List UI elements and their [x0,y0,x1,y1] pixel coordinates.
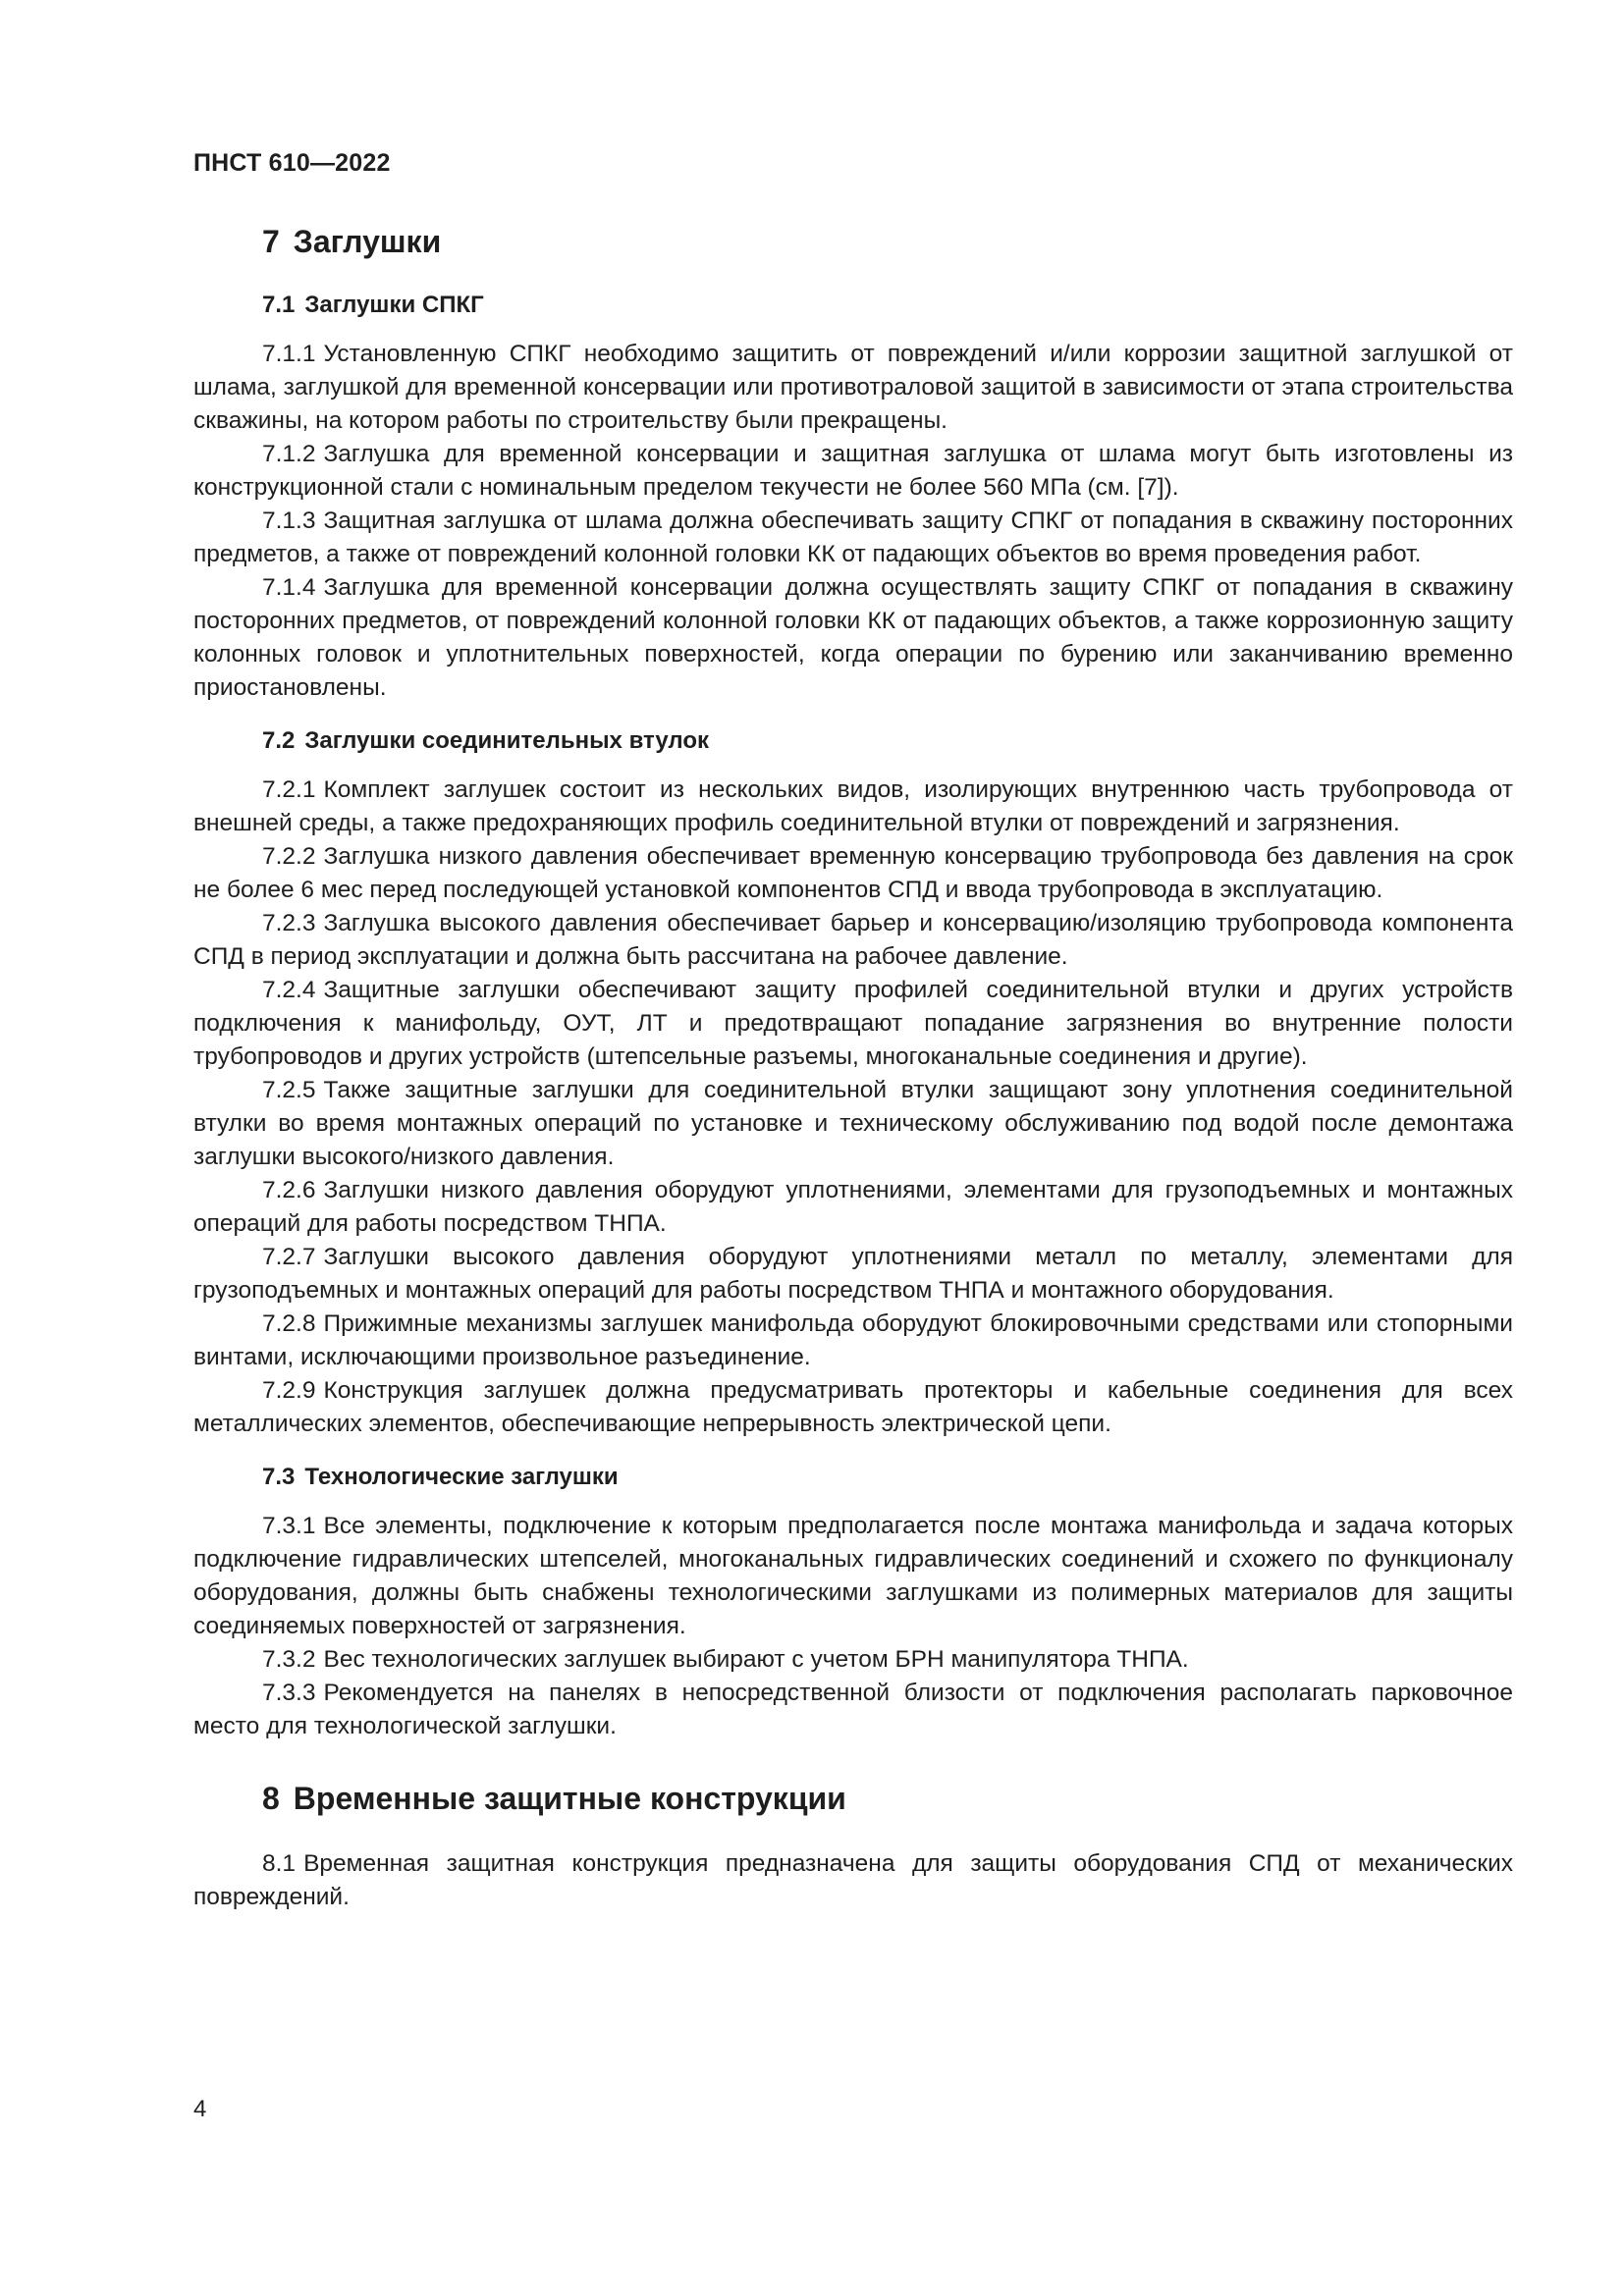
paragraph-7-1-2 [193,438,1513,505]
paragraph-7-2-4 [193,974,1513,1074]
subsection-number: 7.2 [262,727,296,754]
paragraph-7-2-3 [193,907,1513,974]
paragraph-number: 7.1.3 [262,507,316,534]
paragraph-number: 7.2.3 [262,910,316,936]
subsection-7-3-heading [262,1463,1513,1492]
subsection-7-2-heading [262,726,1513,756]
paragraph-7-2-8 [193,1308,1513,1374]
paragraph-text: Заглушка низкого давления обеспечивает временную консервацию трубопровода без давления на срок не более 6 мес перед последующей установкой компонентов СПД и ввода трубопровода в эксплуатацию. [193,843,1513,903]
paragraph-7-3-1 [193,1510,1513,1643]
paragraph-number: 8.1 [262,1850,297,1877]
paragraph-number: 7.2.2 [262,843,316,870]
paragraph-text: Защитная заглушка от шлама должна обеспечивать защиту СПКГ от попадания в скважину посторонних предметов, а также от повреждений колонной головки КК от падающих объектов во время проведения работ. [193,507,1513,567]
paragraph-text: Заглушки низкого давления оборудуют уплотнениями, элементами для грузоподъемных и монтажных операций для работы посредством ТНПА. [193,1177,1513,1237]
paragraph-number: 7.3.1 [262,1513,316,1539]
paragraph-number: 7.2.4 [262,977,316,1003]
paragraph-number: 7.1.2 [262,441,316,467]
paragraph-text: Также защитные заглушки для соединительной втулки защищают зону уплотнения соединительной втулки во время монтажных операций по установке и техническому обслуживанию под водой после демонтажа заглушки высокого/низкого давления. [193,1077,1513,1170]
paragraph-7-1-3 [193,505,1513,571]
paragraph-number: 7.2.7 [262,1244,316,1270]
paragraph-text: Прижимные механизмы заглушек манифольда оборудуют блокировочными средствами или стопорными винтами, исключающими произвольное разъединение. [193,1310,1513,1370]
paragraph-text: Все элементы, подключение к которым предполагается после монтажа манифольда и задача которых подключение гидравлических штепселей, многоканальных гидравлических соединений и схожего по функционалу оборудования, должны быть снабжены технологическими заглушками из полимерных материалов для защиты соединяемых поверхностей от загрязнения. [193,1513,1513,1639]
paragraph-7-3-2 [193,1643,1513,1677]
paragraph-number: 7.1.4 [262,574,316,601]
paragraph-text: Временная защитная конструкция предназначена для защиты оборудования СПД от механических повреждений. [193,1850,1513,1910]
section-8-heading [262,1779,1513,1818]
paragraph-number: 7.3.2 [262,1646,316,1673]
paragraph-7-2-2 [193,840,1513,907]
paragraph-text: Установленную СПКГ необходимо защитить от повреждений и/или коррозии защитной заглушкой от шлама, заглушкой для временной консервации или противотраловой защитой в зависимости от этапа строительства скважины, на котором работы по строительству были прекращены. [193,341,1513,434]
paragraph-number: 7.1.1 [262,341,316,367]
paragraph-text: Заглушка для временной консервации и защитная заглушка от шлама могут быть изготовлены из конструкционной стали с номинальным пределом текучести не более 560 МПа (см. [7]). [193,441,1513,501]
paragraph-number: 7.2.5 [262,1077,316,1103]
paragraph-7-2-6 [193,1174,1513,1241]
subsection-7-1-heading [262,291,1513,320]
paragraph-text: Рекомендуется на панелях в непосредственной близости от подключения располагать парковочное место для технологической заглушки. [193,1680,1513,1739]
paragraph-number: 7.2.8 [262,1310,316,1337]
section-number: 7 [262,224,280,259]
paragraph-number: 7.2.6 [262,1177,316,1203]
paragraph-text: Заглушки высокого давления оборудуют уплотнениями металл по металлу, элементами для грузоподъемных и монтажных операций для работы посредством ТНПА и монтажного оборудования. [193,1244,1513,1304]
document-code: ПНСТ 610—2022 [193,149,391,177]
document-body [193,222,1513,1914]
paragraph-text: Заглушка для временной консервации должна осуществлять защиту СПКГ от попадания в скважину посторонних предметов, от повреждений колонной головки КК от падающих объектов, а также коррозионную защиту колонных головок и уплотнительных поверхностей, когда операции по бурению или заканчиванию временно приостановлены. [193,574,1513,701]
paragraph-text: Защитные заглушки обеспечивают защиту профилей соединительной втулки и других устройств подключения к манифольду, ОУТ, ЛТ и предотвращают попадание загрязнения во внутренние полости трубопроводов и других устройств (штепсельные разъемы, многоканальные соединения и другие). [193,977,1513,1070]
subsection-title: Заглушки СПКГ [304,292,484,318]
paragraph-7-1-4 [193,571,1513,705]
section-7-heading [262,222,1513,261]
paragraph-7-2-7 [193,1241,1513,1308]
paragraph-text: Конструкция заглушек должна предусматривать протекторы и кабельные соединения для всех металлических элементов, обеспечивающие непрерывность электрической цепи. [193,1377,1513,1437]
paragraph-number: 7.2.1 [262,776,316,803]
paragraph-8-1 [193,1847,1513,1914]
paragraph-7-3-3 [193,1677,1513,1743]
subsection-number: 7.1 [262,292,296,318]
subsection-number: 7.3 [262,1464,296,1490]
section-title: Заглушки [293,224,442,259]
paragraph-7-2-9 [193,1374,1513,1441]
paragraph-number: 7.2.9 [262,1377,316,1404]
paragraph-7-2-5 [193,1074,1513,1174]
section-number: 8 [262,1781,280,1816]
paragraph-text: Вес технологических заглушек выбирают с учетом БРН манипулятора ТНПА. [323,1646,1189,1673]
subsection-title: Технологические заглушки [304,1464,619,1490]
paragraph-text: Комплект заглушек состоит из нескольких видов, изолирующих внутреннюю часть трубопровода от внешней среды, а также предохраняющих профиль соединительной втулки от повреждений и загрязнения. [193,776,1513,836]
subsection-title: Заглушки соединительных втулок [304,727,709,754]
paragraph-7-2-1 [193,774,1513,840]
section-title: Временные защитные конструкции [293,1781,846,1816]
page-number: 4 [193,2096,207,2122]
paragraph-number: 7.3.3 [262,1680,316,1706]
paragraph-7-1-1 [193,338,1513,438]
paragraph-text: Заглушка высокого давления обеспечивает барьер и консервацию/изоляцию трубопровода компонента СПД в период эксплуатации и должна быть рассчитана на рабочее давление. [193,910,1513,970]
